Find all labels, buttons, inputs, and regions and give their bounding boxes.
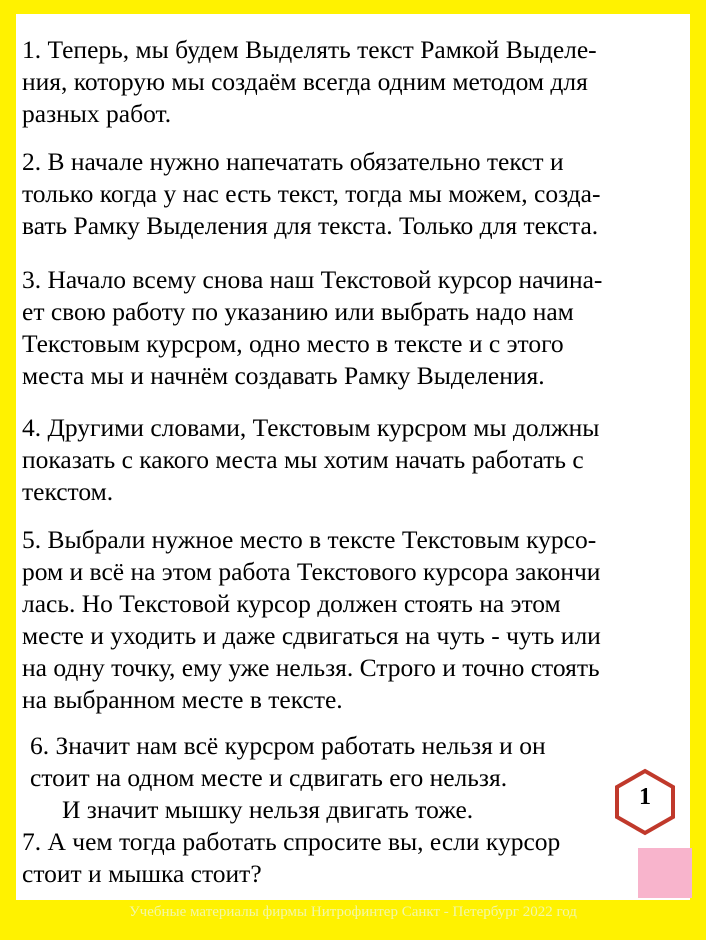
paragraph-5: 5. Выбрали нужное место в тексте Текстовым курсо- ром и всё на этом работа Текстового курсора закончи лась. Но Текстовой курсор должен стоять на этом месте и уходить и даже сдвигаться на чуть - чуть или на одну точку, ему уже нельзя. Строго и точно стоять на выбранном месте в тексте. — [22, 525, 601, 714]
footer-credit: Учебные материалы фирмы Нитрофинтер Санкт - Петербург 2022 год — [129, 904, 577, 920]
paragraph-6: 6. Значит нам всё курсром работать нельзя и он стоит на одном месте и сдвигать его нельзя. И значит мышку нельзя двигать тоже. — [30, 731, 546, 824]
paragraph-7: 7. А чем тогда работать спросите вы, если курсор стоит и мышка стоит? — [22, 827, 561, 888]
paragraph-2: 2. В начале нужно напечатать обязательно текст и только когда у нас есть текст, тогда мы можем, созда- вать Рамку Выделения для текста. Только для текста. — [22, 147, 601, 240]
page-number: 1 — [639, 784, 651, 810]
pink-corner-block — [638, 848, 692, 898]
paragraph-3: 3. Начало всему снова наш Текстовой курсор начина- ет свою работу по указанию или выбрать надо нам Текстовым курсром, одно место в тексте и с этого места мы и начнём создавать Рамку Выделения. — [22, 265, 603, 390]
paragraph-4: 4. Другими словами, Текстовым курсром мы должны показать с какого места мы хотим начать работать с текстом. — [22, 413, 600, 506]
paragraph-1: 1. Теперь, мы будем Выделять текст Рамкой Выделе- ния, которую мы создаём всегда одним методом для разных работ. — [22, 35, 597, 128]
document-page — [16, 14, 690, 900]
